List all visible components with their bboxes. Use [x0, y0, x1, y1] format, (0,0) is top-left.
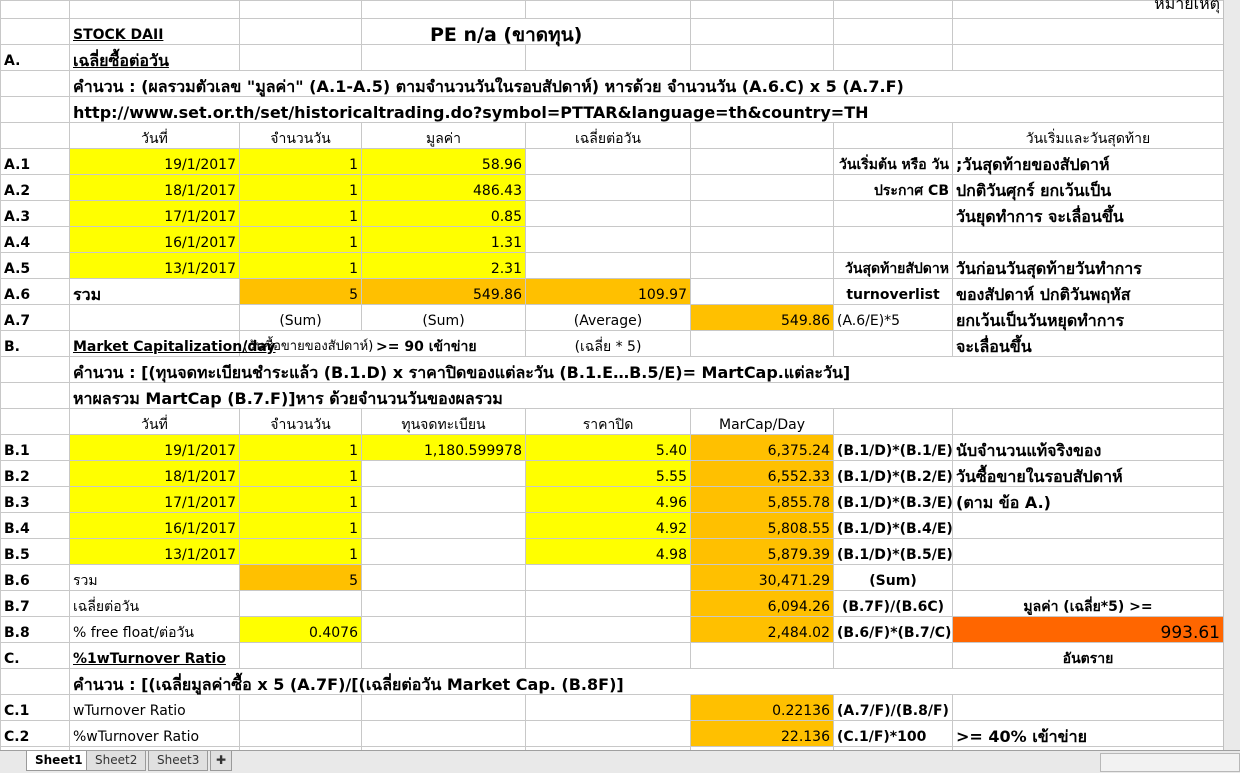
average-marcap[interactable]: 6,094.26	[691, 591, 834, 617]
close-cell[interactable]: 4.96	[526, 487, 691, 513]
note-g-cell[interactable]: วันเริ่มต้น หรือ วัน	[834, 149, 953, 175]
row-label[interactable]: A.5	[1, 253, 70, 279]
average-x5-note[interactable]: (เฉลี่ย * 5)	[526, 331, 691, 357]
header-close-price[interactable]: ราคาปิด	[526, 409, 691, 435]
cell[interactable]	[834, 123, 953, 149]
total-days[interactable]: 5	[240, 565, 362, 591]
section-c-formula[interactable]: คำนวน : [(เฉลี่ยมูลค่าซื้อ x 5 (A.7F)/[(เฉลี่ยต่อวัน Market Cap. (B.8F)]	[70, 669, 1224, 695]
row-label[interactable]: A.7	[1, 305, 70, 331]
date-cell[interactable]: 18/1/2017	[70, 461, 240, 487]
cell[interactable]	[691, 279, 834, 305]
threshold-note[interactable]: >= 40% เข้าข่าย	[953, 721, 1224, 747]
cell[interactable]	[691, 149, 834, 175]
cell[interactable]	[362, 565, 526, 591]
cell[interactable]	[526, 175, 691, 201]
vertical-scrollbar[interactable]	[1223, 0, 1240, 750]
cell[interactable]	[526, 721, 691, 747]
note-h-cell[interactable]: ปกติวันศุกร์ ยกเว้นเป็น	[953, 175, 1224, 201]
days-cell[interactable]: 1	[240, 253, 362, 279]
row-label[interactable]: B.1	[1, 435, 70, 461]
row-label[interactable]: A.4	[1, 227, 70, 253]
cell[interactable]	[362, 643, 526, 669]
header-average[interactable]: เฉลี่ยต่อวัน	[526, 123, 691, 149]
days-cell[interactable]: 1	[240, 435, 362, 461]
row-label[interactable]: B.6	[1, 565, 70, 591]
total-value[interactable]: 549.86	[362, 279, 526, 305]
cell[interactable]	[526, 695, 691, 721]
marcap-cell[interactable]: 5,855.78	[691, 487, 834, 513]
note-h-cell[interactable]	[953, 513, 1224, 539]
value-cell[interactable]: 2.31	[362, 253, 526, 279]
note-g-cell[interactable]: (B.1/D)*(B.1/E)	[834, 435, 953, 461]
free-float-value[interactable]: 0.4076	[240, 617, 362, 643]
note-g-cell[interactable]: วันสุดท้ายสัปดาห	[834, 253, 953, 279]
cell[interactable]	[526, 253, 691, 279]
date-cell[interactable]: 17/1/2017	[70, 487, 240, 513]
date-cell[interactable]: 17/1/2017	[70, 201, 240, 227]
sum-label[interactable]: (Sum)	[362, 305, 526, 331]
cell[interactable]	[691, 331, 834, 357]
danger-condition[interactable]: มูลค่า (เฉลี่ย*5) >=	[953, 591, 1224, 617]
row-label[interactable]: A.2	[1, 175, 70, 201]
cell[interactable]	[834, 45, 953, 71]
note-g-cell[interactable]: (A.6/E)*5	[834, 305, 953, 331]
cell[interactable]	[526, 643, 691, 669]
cell[interactable]	[691, 1, 834, 19]
cell[interactable]	[953, 565, 1224, 591]
row-label[interactable]: B.5	[1, 539, 70, 565]
header-date[interactable]: วันที่	[70, 409, 240, 435]
cell[interactable]	[70, 305, 240, 331]
cell[interactable]	[834, 643, 953, 669]
note-g-cell[interactable]: (B.1/D)*(B.3/E)	[834, 487, 953, 513]
capital-cell[interactable]	[362, 487, 526, 513]
cell[interactable]	[240, 19, 362, 45]
cell[interactable]	[691, 123, 834, 149]
date-cell[interactable]: 16/1/2017	[70, 227, 240, 253]
cell[interactable]	[691, 227, 834, 253]
cell[interactable]	[834, 19, 953, 45]
sheet-tab-bar	[0, 750, 1240, 773]
cell[interactable]	[953, 45, 1224, 71]
value-cell[interactable]: 486.43	[362, 175, 526, 201]
average-value[interactable]: 109.97	[526, 279, 691, 305]
marcap-cell[interactable]: 6,552.33	[691, 461, 834, 487]
value-cell[interactable]: 58.96	[362, 149, 526, 175]
row-label[interactable]: B.7	[1, 591, 70, 617]
cell[interactable]	[526, 149, 691, 175]
value-cell[interactable]: 0.85	[362, 201, 526, 227]
threshold-note[interactable]: >= 90 เข้าข่าย	[362, 331, 526, 357]
note-g-cell[interactable]: turnoverlist	[834, 279, 953, 305]
note-g-cell[interactable]: (C.1/F)*100	[834, 721, 953, 747]
average-label[interactable]: เฉลี่ยต่อวัน	[70, 591, 240, 617]
cell[interactable]	[240, 643, 362, 669]
danger-value[interactable]: 993.61	[953, 617, 1224, 643]
cell[interactable]	[691, 643, 834, 669]
cell[interactable]	[362, 45, 526, 71]
days-cell[interactable]: 1	[240, 539, 362, 565]
note-g-cell[interactable]: (B.1/D)*(B.4/E)	[834, 513, 953, 539]
close-cell[interactable]: 4.98	[526, 539, 691, 565]
cell[interactable]	[834, 409, 953, 435]
date-cell[interactable]: 13/1/2017	[70, 253, 240, 279]
cell[interactable]	[1, 357, 70, 383]
danger-label[interactable]: อันตราย	[953, 643, 1224, 669]
ratio-label[interactable]: wTurnover Ratio	[70, 695, 240, 721]
insert-sheet-icon[interactable]: ✚	[210, 751, 232, 771]
cell[interactable]	[1, 1, 70, 19]
marcap-cell[interactable]: 5,808.55	[691, 513, 834, 539]
capital-cell[interactable]	[362, 513, 526, 539]
cell[interactable]	[240, 591, 362, 617]
note-g-cell[interactable]: (B.6/F)*(B.7/C)	[834, 617, 953, 643]
cell[interactable]	[691, 253, 834, 279]
cell[interactable]	[240, 695, 362, 721]
capital-cell[interactable]: 1,180.599978	[362, 435, 526, 461]
cell[interactable]	[526, 227, 691, 253]
section-a-title[interactable]: เฉลี่ยซื้อต่อวัน	[70, 45, 240, 71]
cell[interactable]	[1, 71, 70, 97]
note-h-cell[interactable]	[953, 539, 1224, 565]
row-label[interactable]: A.6	[1, 279, 70, 305]
note-g-cell[interactable]	[834, 201, 953, 227]
days-cell[interactable]: 1	[240, 513, 362, 539]
ratio-value[interactable]: 0.22136	[691, 695, 834, 721]
pe-value[interactable]: PE n/a (ขาดทุน)	[362, 19, 526, 45]
section-b-formula-2[interactable]: หาผลรวม MartCap (B.7.F)]หาร ด้วยจำนวนวันของผลรวม	[70, 383, 1224, 409]
cell[interactable]	[1, 97, 70, 123]
cell[interactable]	[1, 383, 70, 409]
total-label[interactable]: รวม	[70, 279, 240, 305]
days-cell[interactable]: 1	[240, 487, 362, 513]
header-days[interactable]: จำนวนวัน	[240, 123, 362, 149]
close-cell[interactable]: 4.92	[526, 513, 691, 539]
average-label[interactable]: (Average)	[526, 305, 691, 331]
section-b-formula[interactable]: คำนวน : [(ทุนจดทะเบียนชำระแล้ว (B.1.D) x ราคาปิดของแต่ละวัน (B.1.E…B.5/E)= MartCap.แต่ละวัน]	[70, 357, 1224, 383]
date-cell[interactable]: 16/1/2017	[70, 513, 240, 539]
note-g-cell[interactable]: (B.7F)/(B.6C)	[834, 591, 953, 617]
cell[interactable]	[691, 19, 834, 45]
days-cell[interactable]: 1	[240, 175, 362, 201]
date-cell[interactable]: 19/1/2017	[70, 435, 240, 461]
note-h-cell[interactable]: ยกเว้นเป็นวันหยุดทำการ	[953, 305, 1224, 331]
note-h-cell[interactable]: ;วันสุดท้ายของสัปดาห์	[953, 149, 1224, 175]
value-cell[interactable]: 1.31	[362, 227, 526, 253]
total-label[interactable]: รวม	[70, 565, 240, 591]
note-h-cell[interactable]: นับจำนวนแท้จริงของ	[953, 435, 1224, 461]
note-g-cell[interactable]: (A.7/F)/(B.8/F)	[834, 695, 953, 721]
date-cell[interactable]: 13/1/2017	[70, 539, 240, 565]
row-label[interactable]: B.2	[1, 461, 70, 487]
tab-sheet1[interactable]: Sheet1	[26, 751, 92, 771]
cell[interactable]	[526, 591, 691, 617]
cell[interactable]	[526, 1, 691, 19]
header-value[interactable]: มูลค่า	[362, 123, 526, 149]
close-cell[interactable]: 5.40	[526, 435, 691, 461]
note-h-cell[interactable]	[953, 227, 1224, 253]
capital-cell[interactable]	[362, 461, 526, 487]
cell[interactable]	[691, 201, 834, 227]
cell[interactable]	[70, 1, 240, 19]
free-float-label[interactable]: % free float/ต่อวัน	[70, 617, 240, 643]
cell[interactable]	[526, 45, 691, 71]
cell[interactable]	[1, 123, 70, 149]
section-b-title[interactable]: Market Capitalization/day	[70, 331, 240, 357]
cell[interactable]	[526, 617, 691, 643]
capital-cell[interactable]	[362, 539, 526, 565]
header-capital[interactable]: ทุนจดทะเบียน	[362, 409, 526, 435]
header-start-end[interactable]: วันเริ่มและวันสุดท้าย	[953, 123, 1224, 149]
header-days[interactable]: จำนวนวัน	[240, 409, 362, 435]
free-float-marcap[interactable]: 2,484.02	[691, 617, 834, 643]
note-g-cell[interactable]	[834, 227, 953, 253]
cell[interactable]	[1, 669, 70, 695]
section-b-label[interactable]: B.	[1, 331, 70, 357]
section-a-label[interactable]: A.	[1, 45, 70, 71]
date-cell[interactable]: 19/1/2017	[70, 149, 240, 175]
total-marcap[interactable]: 30,471.29	[691, 565, 834, 591]
section-c-label[interactable]: C.	[1, 643, 70, 669]
row-label[interactable]: B.8	[1, 617, 70, 643]
cell[interactable]	[691, 45, 834, 71]
note-h-cell[interactable]: ของสัปดาห์ ปกติวันพฤหัส	[953, 279, 1224, 305]
cell[interactable]	[953, 409, 1224, 435]
days-cell[interactable]: 1	[240, 227, 362, 253]
tab-sheet3[interactable]: Sheet3	[148, 751, 208, 771]
header-date[interactable]: วันที่	[70, 123, 240, 149]
ratio-label[interactable]: %wTurnover Ratio	[70, 721, 240, 747]
cell[interactable]	[526, 565, 691, 591]
days-note[interactable]: (วันซื้อขายของสัปดาห์)	[240, 331, 362, 357]
marcap-cell[interactable]: 6,375.24	[691, 435, 834, 461]
close-cell[interactable]: 5.55	[526, 461, 691, 487]
row-label[interactable]: A.1	[1, 149, 70, 175]
note-header[interactable]: หมายเหตุ	[953, 1, 1224, 19]
cell[interactable]	[240, 1, 362, 19]
section-c-title[interactable]: %1wTurnover Ratio	[70, 643, 240, 669]
marcap-cell[interactable]: 5,879.39	[691, 539, 834, 565]
source-url[interactable]: http://www.set.or.th/set/historicaltrading.do?symbol=PTTAR&language=th&country=TH	[70, 97, 1224, 123]
cell[interactable]	[526, 201, 691, 227]
cell[interactable]	[362, 1, 526, 19]
cell[interactable]	[362, 617, 526, 643]
cell[interactable]	[362, 695, 526, 721]
tab-sheet2[interactable]: Sheet2	[86, 751, 146, 771]
row-label[interactable]: B.3	[1, 487, 70, 513]
note-h-cell[interactable]: วันยุดทำการ จะเลื่อนขึ้น	[953, 201, 1224, 227]
cell[interactable]	[834, 331, 953, 357]
horizontal-scrollbar[interactable]	[1100, 753, 1240, 772]
cell[interactable]	[953, 695, 1224, 721]
cell[interactable]	[362, 591, 526, 617]
cell[interactable]	[240, 721, 362, 747]
ratio-percent-value[interactable]: 22.136	[691, 721, 834, 747]
section-a-formula[interactable]: คำนวน : (ผลรวมตัวเลข "มูลค่า" (A.1-A.5) ตามจำนวนวันในรอบสัปดาห์) หารด้วย จำนวนวัน (A.6.C) x 5 (A.7.F)	[70, 71, 1224, 97]
cell[interactable]	[834, 1, 953, 19]
row-label[interactable]: C.1	[1, 695, 70, 721]
note-g-cell[interactable]: (B.1/D)*(B.5/E)	[834, 539, 953, 565]
sum-label[interactable]: (Sum)	[240, 305, 362, 331]
weekly-value[interactable]: 549.86	[691, 305, 834, 331]
days-cell[interactable]: 1	[240, 149, 362, 175]
days-cell[interactable]: 1	[240, 201, 362, 227]
cell[interactable]	[362, 721, 526, 747]
note-g-cell[interactable]: ประกาศ CB	[834, 175, 953, 201]
cell[interactable]	[240, 45, 362, 71]
stock-name[interactable]: STOCK DAII	[70, 19, 240, 45]
total-days[interactable]: 5	[240, 279, 362, 305]
note-h-cell[interactable]: (ตาม ข้อ A.)	[953, 487, 1224, 513]
row-label[interactable]: A.3	[1, 201, 70, 227]
note-h-cell[interactable]: วันก่อนวันสุดท้ายวันทำการ	[953, 253, 1224, 279]
cell[interactable]	[691, 175, 834, 201]
cell[interactable]	[1, 409, 70, 435]
cell[interactable]	[1, 19, 70, 45]
note-g-cell[interactable]: (B.1/D)*(B.2/E)	[834, 461, 953, 487]
row-label[interactable]: C.2	[1, 721, 70, 747]
note-h-cell[interactable]: จะเลื่อนขึ้น	[953, 331, 1224, 357]
note-g-cell[interactable]: (Sum)	[834, 565, 953, 591]
row-label[interactable]: B.4	[1, 513, 70, 539]
note-h-cell[interactable]: วันซื้อขายในรอบสัปดาห์	[953, 461, 1224, 487]
days-cell[interactable]: 1	[240, 461, 362, 487]
cell[interactable]	[953, 19, 1224, 45]
header-marcap[interactable]: MarCap/Day	[691, 409, 834, 435]
date-cell[interactable]: 18/1/2017	[70, 175, 240, 201]
